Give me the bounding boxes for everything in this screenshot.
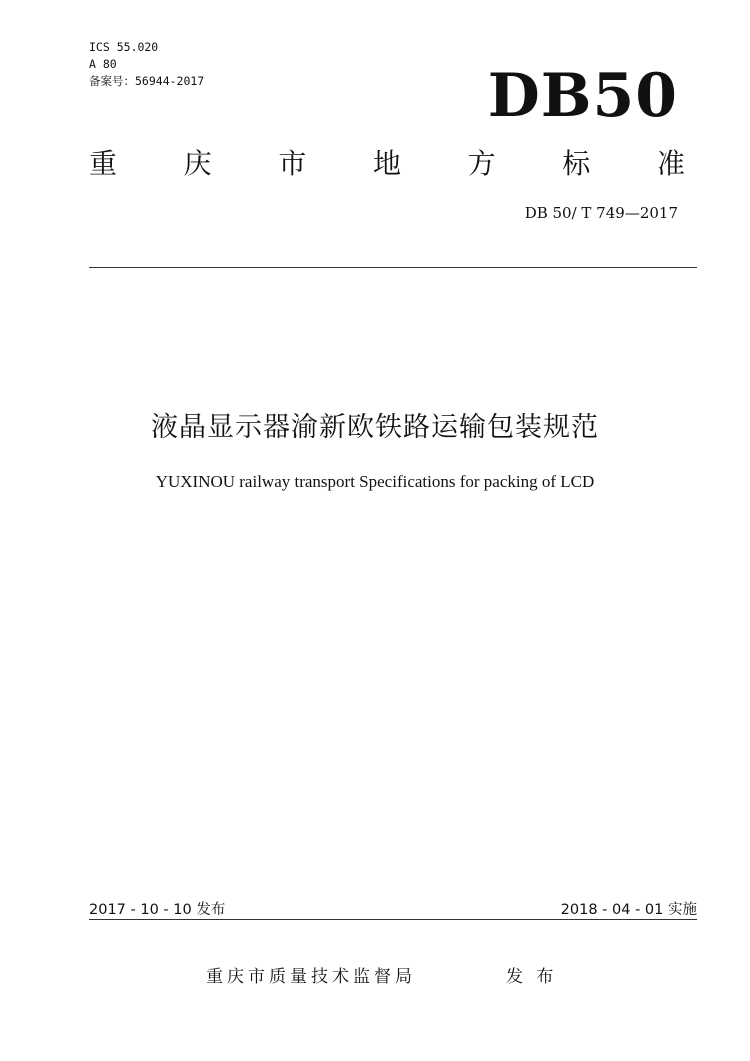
standard-type-heading [89, 146, 685, 182]
ics-code: ICS 55.020 [89, 40, 159, 54]
standard-type-char: 准 [656, 147, 685, 180]
classification-code: A 80 [89, 57, 117, 71]
standard-type-char: 方 [467, 147, 496, 180]
issuing-authority: 重庆市质量技术监督局 [206, 967, 416, 987]
standard-type-char: 地 [372, 147, 401, 180]
standard-type-char: 重 [89, 147, 118, 180]
standard-logo: DB50 [487, 61, 678, 131]
bottom-divider [89, 919, 697, 920]
standard-type-char: 市 [278, 147, 307, 180]
standard-type-char: 庆 [183, 147, 212, 180]
filing-number: 备案号：56944-2017 [89, 74, 205, 88]
standard-number: DB 50/ T 749—2017 [524, 204, 678, 222]
effective-date: 2018 - 04 - 01 实施 [560, 902, 697, 918]
title-chinese: 液晶显示器渝新欧铁路运输包装规范 [151, 412, 599, 443]
standard-type-char: 标 [562, 147, 591, 180]
publish-label: 发 布 [506, 967, 558, 987]
top-divider [89, 267, 697, 268]
issue-date: 2017 - 10 - 10 发布 [89, 902, 226, 918]
title-english: YUXINOU railway transport Specifications for packing of LCD [155, 472, 595, 491]
